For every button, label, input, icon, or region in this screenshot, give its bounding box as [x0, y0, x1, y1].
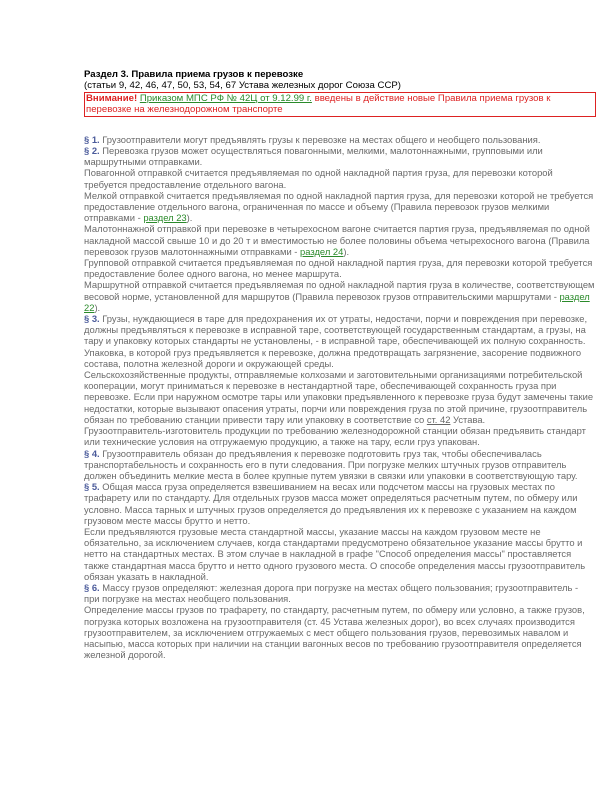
paragraph — [84, 190, 596, 224]
section-number: § 1. — [84, 133, 100, 145]
paragraph: Определение массы грузов по трафарету, по стандарту, расчетным путем, по обмеру или условно, а также грузов, погрузка которых возложена на грузоотправителя (ст. 45 Устава железных дорог), во всех случаях производится грузоотправителем, за исключением отгружаемых с мест общего пользования грузов, перевозимых навалом и насыпью, масса которых при наличии на станции вагонных весов по требованию грузоотправителя определяется железной дорогой. — [84, 604, 585, 661]
section-subtitle: (статьи 9, 42, 46, 47, 50, 53, 54, 67 Устава железных дорог Союза ССР) — [84, 80, 401, 91]
section-23-link[interactable]: раздел 23 — [143, 212, 187, 224]
paragraph-s2 — [84, 145, 596, 167]
paragraph-text: Грузоотправитель обязан до предъявления к перевозке подготовить груз так, чтобы обеспечивалась транспортабельность и сохранность его в пути следования. При погрузке мелких штучных грузов отправитель должен объединить мелкие места в более крупные путем увязки в связки или упаковки в соответствующую тару. — [84, 447, 578, 481]
section-22-link[interactable]: раздел 22 — [84, 290, 590, 313]
paragraph-text: Грузы, нуждающиеся в таре для предохранения их от утраты, недостачи, порчи и повреждения при перевозке, должны предъявляться к перевозке в исправной таре, соответствующей государственным стандартам, а грузы, на тару и упаковку которых стандарты не установлены, - в исправной таре, обеспечивающей их полную сохранность. Упаковка, в которой груз предъявляется к перевозке, должна предотвращать загрязнение, засорение подвижного состава, полотна железной дороги и окружающей среды. — [84, 313, 588, 369]
paragraph-end: Устава. — [453, 413, 486, 425]
paragraph-s6 — [84, 582, 596, 604]
paragraph-s1 — [84, 134, 596, 145]
section-24-link[interactable]: раздел 24 — [300, 245, 344, 257]
paragraph-text: Сельскохозяйственные продукты, отправляемые колхозами и заготовительными организациями потребительской кооперации, могут приниматься к перевозке в нестандартной таре, обеспечивающей сохранность груза при перевозке. Если при наружном осмотре тары или упаковки предъявленного к перевозке груза будут замечены такие недостатки, которые вызывают опасения утраты, порчи или повреждения груза по этой причине, грузоотправитель обязан по требованию станции привести тару или упаковку в соответствие со — [84, 369, 594, 425]
paragraph: Повагонной отправкой считается предъявляемая по одной накладной партия груза, для перевозки которой требуется предоставление отдельного вагона. — [84, 167, 553, 190]
section-title: Раздел 3. Правила приема грузов к перевозке — [84, 69, 304, 80]
paragraph: Если предъявляются грузовые места стандартной массы, указание массы на каждом грузовом месте не обязательно, за исключением случаев, когда стандартами предусмотрено обязательное указание массы брутто и нетто на стандартных местах. В этом случае в накладной в графе "Способ определения массы" проставляется также стандартная масса брутто и нетто одного грузового места. О способе определения массы грузоотправитель обязан указать в накладной. — [84, 525, 586, 582]
notice-label: Внимание! — [86, 93, 138, 104]
paragraph-end: ). — [94, 301, 101, 313]
paragraph-text: Грузоотправители могут предъявлять грузы к перевозке на местах общего и необщего пользования. — [102, 133, 541, 145]
paragraph — [84, 279, 596, 313]
paragraph-s4 — [84, 448, 596, 482]
paragraph — [84, 369, 596, 425]
section-number: § 3. — [84, 313, 100, 325]
paragraph: Групповой отправкой считается предъявляемая по одной накладной партия груза, для перевозки которой требуется предоставление более одного вагона, но менее маршрута. — [84, 257, 593, 280]
paragraph-s3 — [84, 313, 596, 369]
paragraph — [84, 223, 596, 257]
article-42-link[interactable]: ст. 42 — [426, 413, 451, 425]
paragraph-text: Мелкой отправкой считается предъявляемая по одной накладной партия груза, для перевозки которой не требуется предоставление отдельного вагона, ограниченная по массе и объему (Правила перевозок грузов мелкими отправками - — [84, 189, 594, 224]
notice-box — [84, 92, 596, 117]
section-number: § 5. — [84, 481, 100, 493]
paragraph-end: ). — [343, 245, 350, 257]
document-content — [84, 69, 596, 660]
section-number: § 6. — [84, 581, 100, 593]
paragraph-text: Малотоннажной отправкой при перевозке в четырехосном вагоне считается партия груза, предъявляемая по одной накладной массой свыше 10 и до 20 т и вместимостью не более половины объема четырехосного вагона (Правила перевозок грузов малотоннажными отправками - — [84, 223, 590, 257]
section-number: § 4. — [84, 447, 100, 459]
section-number: § 2. — [84, 145, 100, 157]
paragraph-s5 — [84, 481, 596, 526]
paragraph-end: ). — [186, 212, 193, 224]
paragraph-text: Маршрутной отправкой считается предъявляемая по одной накладной партия груза в количестве, соответствующем весовой норме, установленной для маршрутов (Правила перевозок грузов отправительскими маршрутами - — [84, 279, 595, 302]
paragraph-text: Перевозка грузов может осуществляться повагонными, мелкими, малотоннажными, групповыми или маршрутными отправками. — [84, 145, 543, 168]
paragraph-text: Общая масса груза определяется взвешиванием на весах или подсчетом массы на грузовых местах по трафарету или по стандарту. Для отдельных грузов масса может определяться расчетным путем, по обмеру или условно. Масса тарных и штучных грузов определяется до предъявления их к перевозке с указанием на каждом грузовом месте массы брутто и нетто. — [84, 481, 578, 526]
notice-order-link[interactable]: Приказом МПС РФ № 42Ц от 9.12.99 г. — [139, 93, 312, 104]
paragraph: Грузоотправитель-изготовитель продукции по требованию железнодорожной станции обязан предъявить стандарт или технические условия на отгружаемую продукцию, а также на тару, если груз упакован. — [84, 425, 586, 448]
document-body — [84, 134, 596, 661]
notice-text: введены в действие новые Правила приема грузов к перевозке на железнодорожном транспорте — [86, 93, 551, 116]
paragraph-text: Массу грузов определяют: железная дорога при погрузке на местах общего пользования; грузоотправитель - при погрузке на местах необщего пользования. — [84, 581, 579, 605]
